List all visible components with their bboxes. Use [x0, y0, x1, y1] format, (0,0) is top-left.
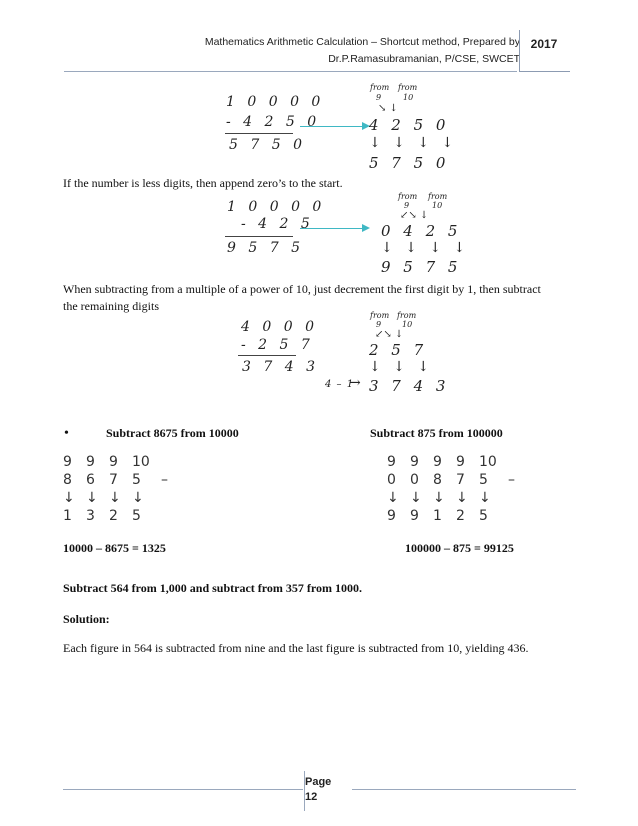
grid-left-cell-r2-c3: ↓: [132, 490, 144, 506]
ex2-arrow-line: [300, 228, 364, 229]
ex1-minuend: 1 0 0 0 0: [226, 94, 325, 110]
ex2-from-value-2: 10: [432, 201, 443, 210]
grid-right-cell-r3-c3: 2: [456, 508, 465, 524]
grid-left-cell-r3-c3: 5: [132, 508, 141, 524]
grid-right-cell-r0-c1: 9: [410, 454, 419, 470]
grid-right-cell-r0-c3: 9: [456, 454, 465, 470]
page-header: [160, 34, 520, 68]
grid-left-cell-r1-c2: 7: [109, 472, 118, 488]
ex1-answer: 5 7 5 0: [369, 154, 450, 172]
ex1-from-label-2: from: [398, 83, 418, 92]
grid-right-cell-r1-c5: –: [508, 472, 515, 488]
ex2-result: 9 5 7 5: [227, 240, 304, 256]
ex2-arrow-head: [362, 224, 370, 232]
grid-right-cell-r2-c4: ↓: [479, 490, 491, 506]
ex2-from-label-2: from: [428, 192, 448, 201]
footer-rule-right: [352, 789, 576, 790]
grid-left-cell-r0-c3: 10: [132, 454, 150, 470]
ex1-arrow-line: [300, 126, 364, 127]
ex1-result: 5 7 5 0: [229, 137, 306, 153]
ex1-down-arrows: ↓ ↓ ↓ ↓: [369, 135, 458, 151]
solution-text: Each figure in 564 is subtracted from nine and the last figure is subtracted from 10, yielding 436.: [63, 641, 529, 655]
grid-right-cell-r0-c2: 9: [433, 454, 442, 470]
grid-left-cell-r1-c1: 6: [86, 472, 95, 488]
paragraph-append-zeros: If the number is less digits, then append zero’s to the start.: [63, 176, 343, 190]
grid-left-cell-r0-c0: 9: [63, 454, 72, 470]
ex3-from-value-2: 10: [402, 320, 413, 329]
paragraph-decrement-line-2: the remaining digits: [63, 299, 159, 313]
ex2-from-arrows: ↙↘ ↓: [400, 210, 429, 221]
grid-left-cell-r1-c3: 5: [132, 472, 141, 488]
grid-left-cell-r2-c2: ↓: [109, 490, 121, 506]
ex3-from-label-1: from: [370, 311, 390, 320]
grid-right-cell-r2-c0: ↓: [387, 490, 399, 506]
ex1-digits: 4 2 5 0: [369, 116, 450, 134]
ex3-minuend: 4 0 0 0: [241, 319, 318, 335]
ex2-from-value-1: 9: [404, 201, 410, 210]
ex3-from-label-2: from: [397, 311, 417, 320]
grid-right-cell-r3-c0: 9: [387, 508, 396, 524]
grid-left-cell-r3-c0: 1: [63, 508, 72, 524]
ex3-answer: 3 7 4 3: [369, 377, 450, 395]
grid-right-cell-r3-c2: 1: [433, 508, 442, 524]
grid-right-cell-r2-c3: ↓: [456, 490, 468, 506]
grid-right-cell-r0-c4: 10: [479, 454, 497, 470]
grid-right-cell-r1-c2: 8: [433, 472, 442, 488]
grid-right-cell-r1-c4: 5: [479, 472, 488, 488]
ex3-decrement-label: 4 – 1: [325, 379, 355, 390]
grid-left-cell-r0-c1: 9: [86, 454, 95, 470]
header-line-1: Mathematics Arithmetic Calculation – Shortcut method, Prepared by: [204, 36, 520, 48]
solution-label: Solution:: [63, 612, 110, 626]
ex2-from-label-1: from: [398, 192, 418, 201]
ex3-from-arrows: ↙↘ ↓: [375, 329, 404, 340]
ex2-digits: 0 4 2 5: [381, 222, 462, 240]
grid-right-cell-r1-c1: 0: [410, 472, 419, 488]
page-label: Page: [305, 776, 332, 788]
grid-left-cell-r2-c0: ↓: [63, 490, 75, 506]
ex3-subtrahend: - 2 5 7: [241, 337, 314, 353]
grid-left-cell-r3-c1: 3: [86, 508, 95, 524]
ex3-down-arrows: ↓ ↓ ↓: [369, 359, 434, 375]
grid-left-cell-r1-c4: –: [161, 472, 168, 488]
ex2-answer: 9 5 7 5: [381, 258, 462, 276]
ex3-underline: [238, 355, 296, 356]
ex3-decrement-arrow: →: [349, 375, 361, 391]
grid-left-cell-r0-c2: 9: [109, 454, 118, 470]
grid-right-cell-r1-c0: 0: [387, 472, 396, 488]
page-number-block: [305, 775, 331, 805]
ex3-digits: 2 5 7: [369, 341, 428, 359]
grid-left-cell-r2-c1: ↓: [86, 490, 98, 506]
ex1-from-label-1: from: [370, 83, 390, 92]
grid-left-cell-r3-c2: 2: [109, 508, 118, 524]
ex2-down-arrows: ↓ ↓ ↓ ↓: [381, 240, 470, 256]
ex1-from-value-1: 9: [376, 93, 382, 102]
ex3-result: 3 7 4 3: [242, 359, 319, 375]
ex3-from-value-1: 9: [376, 320, 382, 329]
paragraph-decrement-line-1: When subtracting from a multiple of a power of 10, just decrement the first digit by 1, then subtract: [63, 282, 541, 296]
grid-right-cell-r3-c4: 5: [479, 508, 488, 524]
page-number: 12: [305, 791, 318, 803]
ex2-minuend: 1 0 0 0 0: [227, 199, 326, 215]
ex1-subtrahend: - 4 2 5 0: [226, 114, 321, 130]
grid-right-cell-r0-c0: 9: [387, 454, 396, 470]
grid-left-cell-r1-c0: 8: [63, 472, 72, 488]
footer-rule-left: [63, 789, 303, 790]
paragraph-decrement-rule: [63, 281, 583, 315]
task-three-title: Subtract 564 from 1,000 and subtract from 357 from 1000.: [63, 581, 362, 595]
ex1-from-value-2: 10: [403, 93, 414, 102]
task-right-title: Subtract 875 from 100000: [370, 426, 503, 440]
bullet-marker: •: [64, 426, 69, 441]
result-right: 100000 – 875 = 99125: [405, 541, 514, 555]
ex2-underline: [225, 236, 293, 237]
grid-right-cell-r2-c1: ↓: [410, 490, 422, 506]
grid-right-cell-r2-c2: ↓: [433, 490, 445, 506]
ex2-subtrahend: - 4 2 5: [241, 216, 314, 232]
ex1-from-arrows: ↘ ↓: [378, 103, 398, 114]
ex1-underline: [225, 133, 293, 134]
task-left-title: Subtract 8675 from 10000: [106, 426, 239, 440]
header-year: 2017: [530, 37, 558, 51]
header-line-2: Dr.P.Ramasubramanian, P/CSE, SWCET: [328, 53, 520, 65]
grid-right-cell-r3-c1: 9: [410, 508, 419, 524]
grid-right-cell-r1-c3: 7: [456, 472, 465, 488]
result-left: 10000 – 8675 = 1325: [63, 541, 166, 555]
header-rule: [64, 71, 517, 72]
